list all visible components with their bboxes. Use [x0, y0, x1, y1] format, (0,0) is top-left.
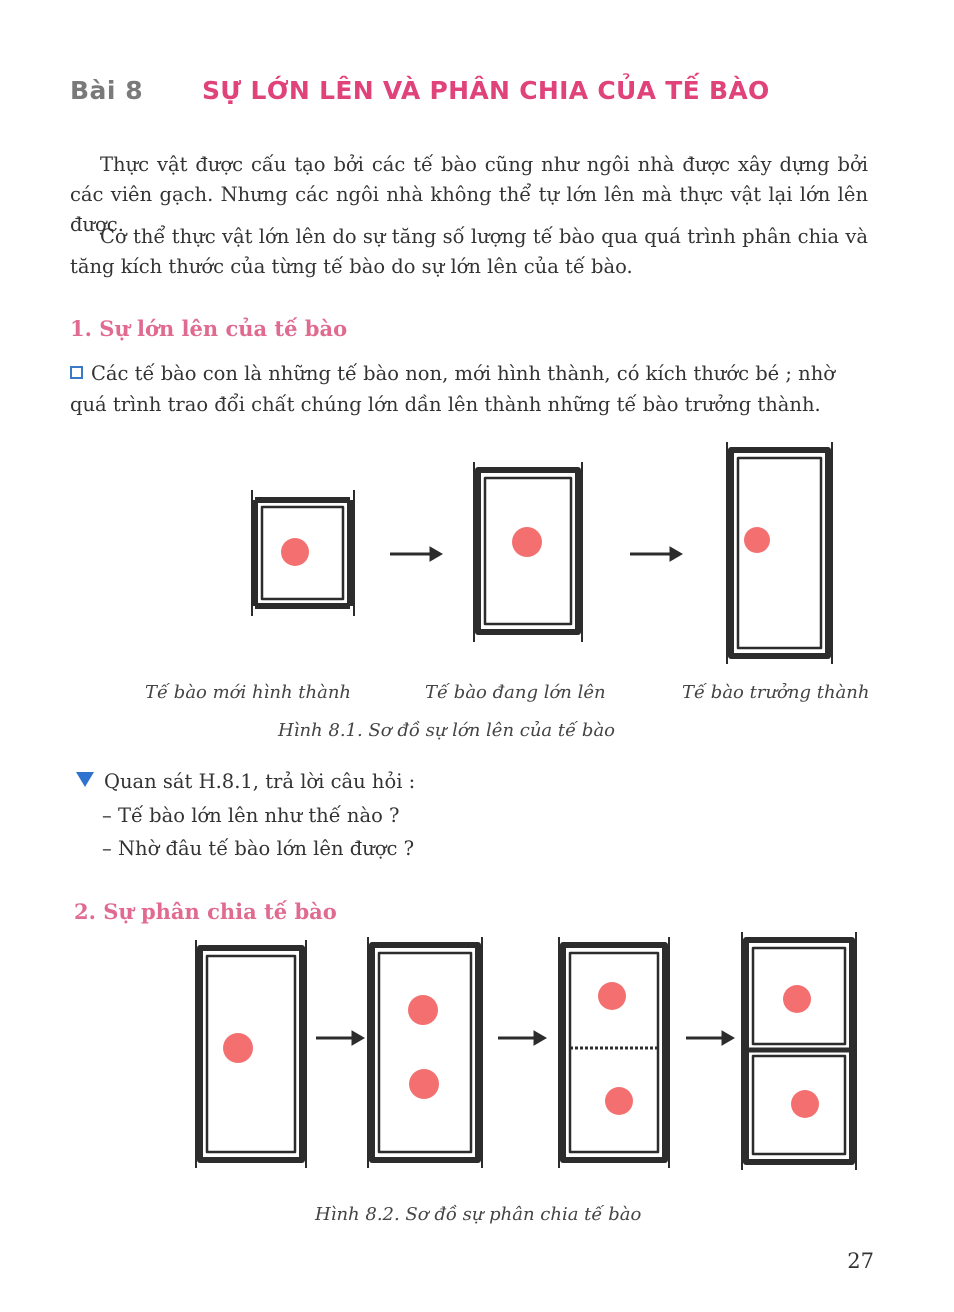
lesson-title: SỰ LỚN LÊN VÀ PHÂN CHIA CỦA TẾ BÀO: [202, 76, 770, 105]
nucleus: [408, 995, 438, 1025]
section-1-body: Các tế bào con là những tế bào non, mới hình thành, có kích thước bé ; nhờ quá trình trao đổi chất chúng lớn dần lên thành những tế bào trưởng thành.: [70, 362, 836, 416]
section-2-heading: 2. Sự phân chia tế bào: [74, 899, 337, 924]
nucleus: [605, 1087, 633, 1115]
nucleus: [598, 982, 626, 1010]
question-item-1: – Tế bào lớn lên như thế nào ?: [102, 804, 400, 827]
nucleus: [783, 985, 811, 1013]
page-number: 27: [847, 1249, 874, 1273]
division-stage-2: [368, 937, 482, 1168]
intro-paragraph-2: Cơ thể thực vật lớn lên do sự tăng số lượng tế bào qua quá trình phân chia và tăng kích thước của từng tế bào do sự lớn lên của tế bào.: [70, 225, 868, 278]
intro-paragraph-1: Thực vật được cấu tạo bởi các tế bào cũng như ngôi nhà được xây dựng bởi các viên gạch. Nhưng các ngôi nhà không thể tự lớn lên mà thực vật lại lớn lên được.: [70, 153, 868, 236]
division-stage-4: [742, 932, 856, 1170]
question-item-2: – Nhờ đâu tế bào lớn lên được ?: [102, 837, 415, 860]
question-intro-text: Quan sát H.8.1, trả lời câu hỏi :: [104, 770, 416, 793]
figure-8-2-caption: Hình 8.2. Sơ đồ sự phân chia tế bào: [315, 1204, 642, 1225]
division-stage-3: [559, 937, 669, 1168]
section-1-heading: 1. Sự lớn lên của tế bào: [70, 316, 348, 341]
nucleus: [223, 1033, 253, 1063]
lesson-number: Bài 8: [70, 76, 144, 105]
figure-label-mature-cell: Tế bào trưởng thành: [682, 682, 870, 703]
figure-8-1-caption: Hình 8.1. Sơ đồ sự lớn lên của tế bào: [278, 720, 616, 741]
figure-label-growing-cell: Tế bào đang lớn lên: [425, 682, 606, 703]
figure-label-new-cell: Tế bào mới hình thành: [145, 682, 351, 703]
nucleus: [409, 1069, 439, 1099]
nucleus: [791, 1090, 819, 1118]
